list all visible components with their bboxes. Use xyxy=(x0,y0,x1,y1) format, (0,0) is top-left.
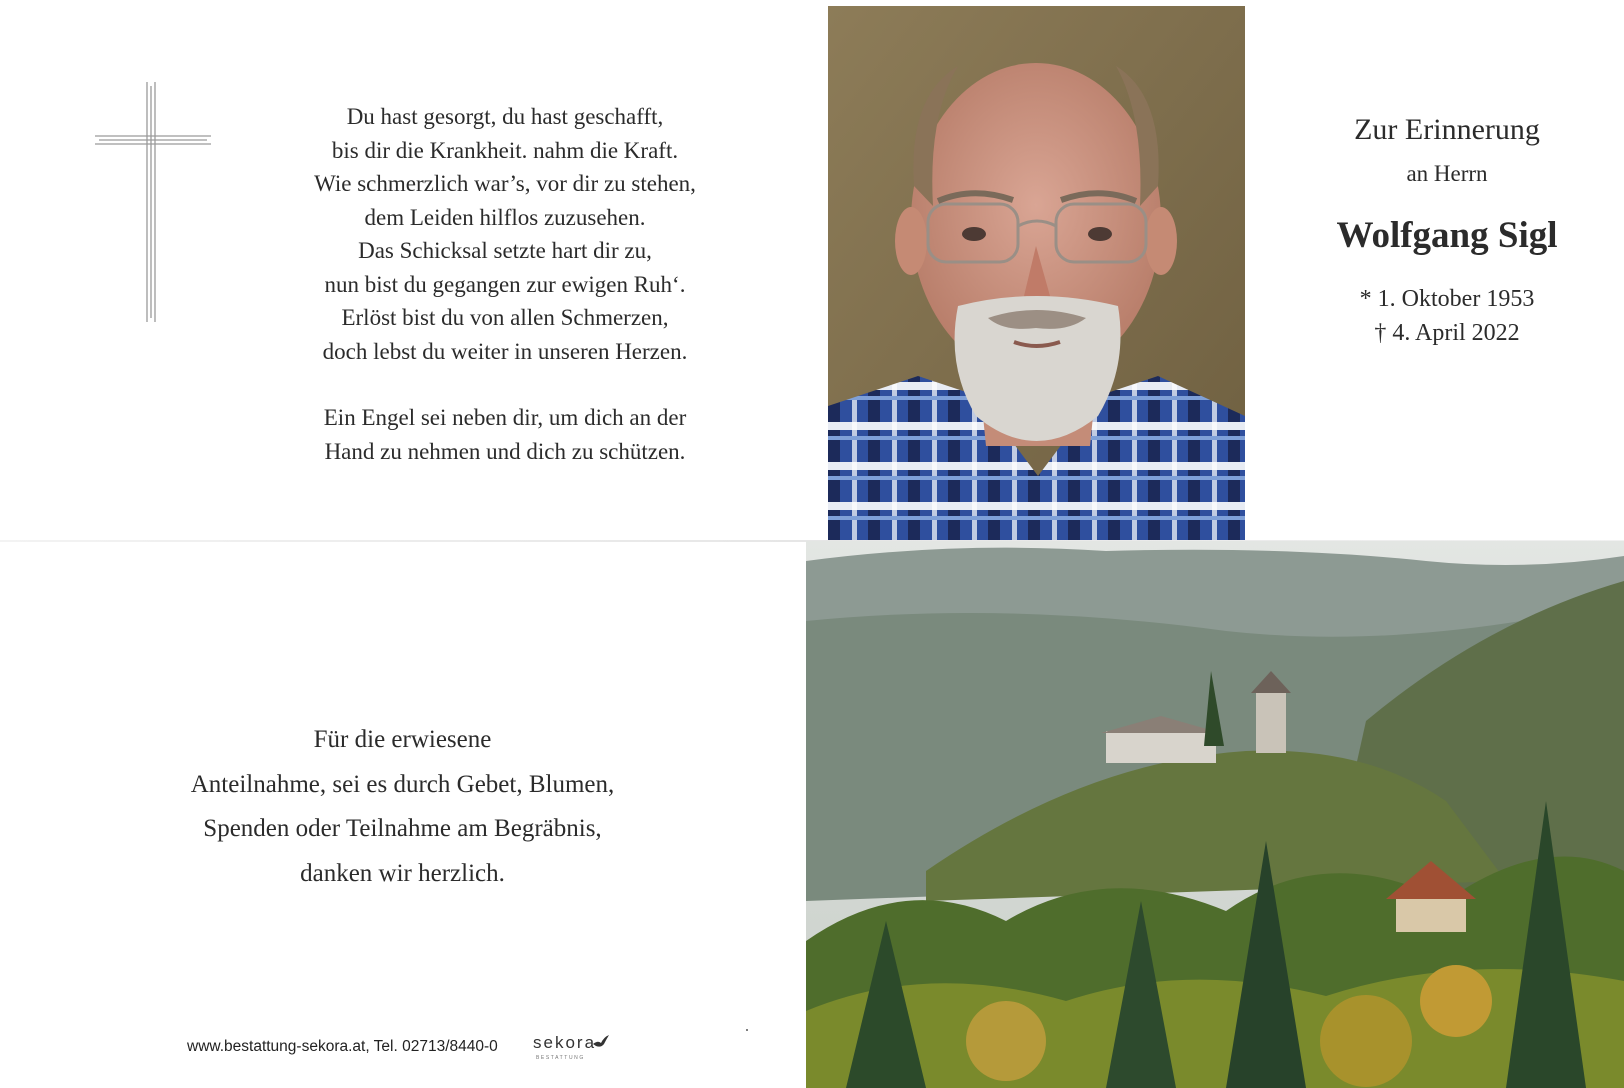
poem xyxy=(250,100,760,468)
thanks-line: danken wir herzlich. xyxy=(300,859,505,887)
thanks-line: Spenden oder Teilnahme am Begräbnis, xyxy=(203,815,602,842)
poem-line: dem Leiden hilflos zuzusehen. xyxy=(364,204,646,230)
poem-line: Das Schicksal setzte hart dir zu, xyxy=(358,238,652,263)
landscape-photo xyxy=(806,541,1624,1088)
birth-date: * 1. Oktober 1953 xyxy=(1359,286,1535,312)
memorial-title-block xyxy=(1262,110,1624,350)
death-date: † 4. April 2022 xyxy=(1374,320,1520,346)
memorial-salutation: an Herrn xyxy=(1406,161,1488,186)
thanks-line: Für die erwiesene xyxy=(313,726,492,753)
poem-line: Ein Engel sei neben dir, um dich an der xyxy=(323,405,687,430)
poem-line: Erlöst bist du von allen Schmerzen, xyxy=(341,305,669,330)
poem-line: Du hast gesorgt, du hast geschafft, xyxy=(346,104,664,129)
poem-line: Hand zu nehmen und dich zu schützen. xyxy=(324,438,686,464)
memorial-heading: Zur Erinnerung xyxy=(1354,113,1540,146)
poem-line: Wie schmerzlich war’s, vor dir zu stehen, xyxy=(314,171,696,196)
thanks-line: Anteilnahme, sei es durch Gebet, Blumen, xyxy=(190,770,615,798)
poem-line: bis dir die Krankheit. nahm die Kraft. xyxy=(331,137,679,163)
portrait-photo xyxy=(828,6,1245,541)
poem-line: doch lebst du weiter in unseren Herzen. xyxy=(322,338,688,364)
logo-text: sekora xyxy=(533,1033,597,1052)
thanks-text xyxy=(140,718,665,896)
bird-icon xyxy=(592,1034,610,1050)
speck xyxy=(746,1029,748,1031)
cross-icon xyxy=(95,82,211,322)
footer-contact: www.bestattung-sekora.at, Tel. 02713/8440-0 xyxy=(187,1038,498,1055)
logo-subtitle: BESTATTUNG xyxy=(536,1055,585,1061)
poem-line: nun bist du gegangen zur ewigen Ruh‘. xyxy=(324,271,686,297)
deceased-name: Wolfgang Sigl xyxy=(1336,215,1558,256)
